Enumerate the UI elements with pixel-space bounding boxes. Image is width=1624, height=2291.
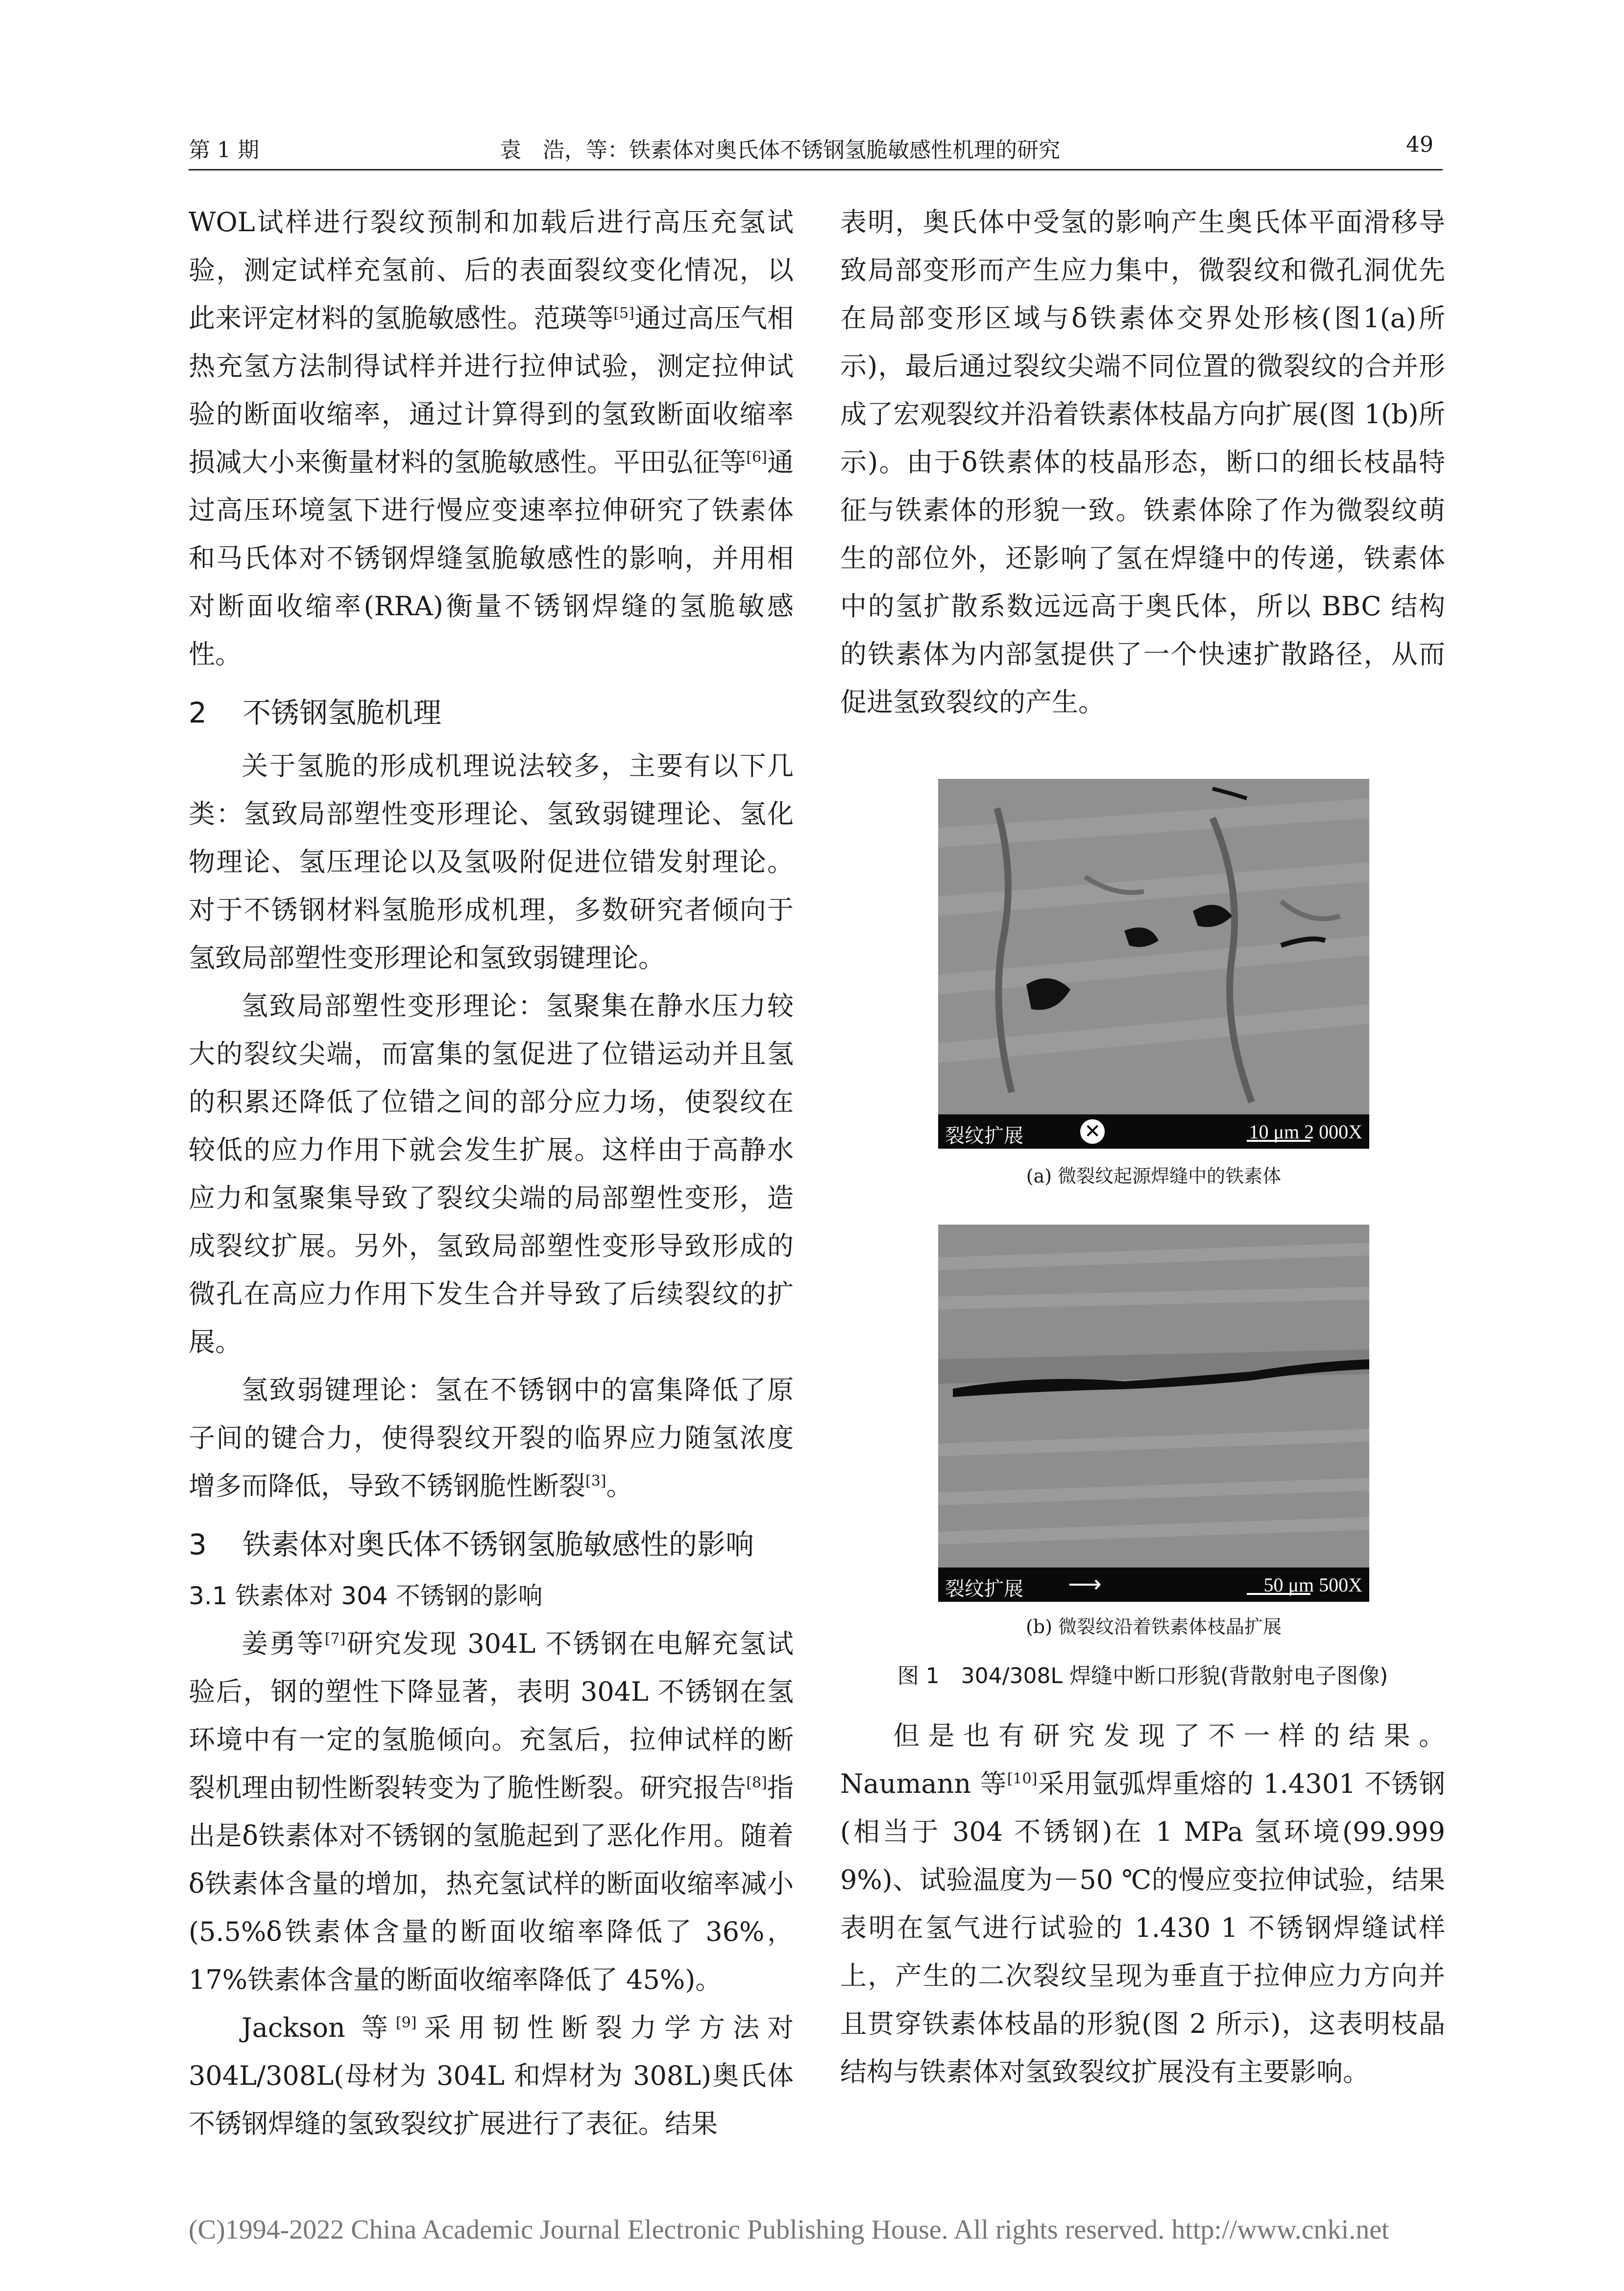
- arrow-right-icon: ⟶: [1068, 1570, 1102, 1598]
- citation[interactable]: [3]: [585, 1472, 606, 1490]
- paragraph: WOL试样进行裂纹预制和加载后进行高压充氢试验，测定试样充氢前、后的表面裂纹变化情况，以此来评定材料的氢脆敏感性。范瑛等[5]通过高压气相热充氢方法制得试样并进行拉伸试验，测定拉伸试验的断面收缩率，通过计算得到的氢致断面收缩率损减大小来衡量材料的氢脆敏感性。平田弘征等[6]通过高压环境氢下进行慢应变速率拉伸研究了铁素体和马氏体对不锈钢焊缝氢脆敏感性的影响，并用相对断面收缩率(RRA)衡量不锈钢焊缝的氢脆敏感性。: [189, 207, 794, 670]
- scale-bar: 裂纹扩展 ✕ 10 μm 2 000X: [938, 1114, 1369, 1149]
- citation[interactable]: [9]: [395, 2014, 417, 2031]
- figure-1a-caption: (a) 微裂纹起源焊缝中的铁素体: [1026, 1165, 1282, 1187]
- figure-1a-micrograph: [938, 779, 1369, 1149]
- citation[interactable]: [8]: [746, 1774, 767, 1791]
- copyright-footer: (C)1994-2022 China Academic Journal Electronic Publishing House. All rights reserved. http://www.cnki.net: [189, 2215, 1389, 2245]
- paragraph: Jackson 等[9]采用韧性断裂力学方法对304L/308L(母材为 304L 和焊材为 308L)奥氏体不锈钢焊缝的氢致裂纹扩展进行了表征。结果: [189, 2012, 794, 2139]
- figure-1b-caption: (b) 微裂纹沿着铁素体枝晶扩展: [1025, 1616, 1282, 1638]
- paragraph: 表明，奥氏体中受氢的影响产生奥氏体平面滑移导致局部变形而产生应力集中，微裂纹和微孔洞优先在局部变形区域与δ铁素体交界处形核(图1(a)所示)，最后通过裂纹尖端不同位置的微裂纹的合并形成了宏观裂纹并沿着铁素体枝晶方向扩展(图 1(b)所示)。由于δ铁素体的枝晶形态，断口的细长枝晶特征与铁素体的形貌一致。铁素体除了作为微裂纹萌生的部位外，还影响了氢在焊缝中的传递，铁素体中的氢扩散系数远远高于奥氏体，所以 BBC 结构的铁素体为内部氢提供了一个快速扩散路径，从而促进氢致裂纹的产生。: [840, 207, 1445, 718]
- citation[interactable]: [5]: [613, 305, 634, 322]
- citation[interactable]: [7]: [324, 1630, 346, 1647]
- figure-1-caption: 图 1 304/308L 焊缝中断口形貌(背散射电子图像): [897, 1664, 1388, 1688]
- journal-issue: 第 1 期: [189, 138, 259, 163]
- micrograph-image: [938, 779, 1369, 1114]
- right-column: [840, 198, 1445, 726]
- left-column: [189, 198, 794, 2148]
- figure-1b-micrograph: [938, 1225, 1369, 1602]
- paragraph: 姜勇等[7]研究发现 304L 不锈钢在电解充氢试验后，钢的塑性下降显著，表明 304L 不锈钢在氢环境中有一定的氢脆倾向。充氢后，拉伸试样的断裂机理由韧性断裂转变为了脆性断裂。研究报告[8]指出是δ铁素体对不锈钢的氢脆起到了恶化作用。随着δ铁素体含量的增加，热充氢试样的断面收缩率减小(5.5%δ铁素体含量的断面收缩率降低了 36%，17%铁素体含量的断面收缩率降低了 45%)。: [189, 1628, 794, 1995]
- page-number: 49: [1406, 132, 1433, 157]
- paragraph: 氢致弱键理论：氢在不锈钢中的富集降低了原子间的键合力，使得裂纹开裂的临界应力随氢浓度增多而降低，导致不锈钢脆性断裂[3]。: [189, 1375, 794, 1501]
- paragraph: 关于氢脆的形成机理说法较多，主要有以下几类：氢致局部塑性变形理论、氢致弱键理论、氢化物理论、氢压理论以及氢吸附促进位错发射理论。对于不锈钢材料氢脆形成机理，多数研究者倾向于氢致局部塑性变形理论和氢致弱键理论。: [189, 750, 794, 973]
- crack-direction-icon: ✕: [1080, 1119, 1105, 1144]
- paragraph: 氢致局部塑性变形理论：氢聚集在静水压力较大的裂纹尖端，而富集的氢促进了位错运动并且氢的积累还降低了位错之间的部分应力场，使裂纹在较低的应力作用下就会发生扩展。这样由于高静水应力和氢聚集导致了裂纹尖端的局部塑性变形，造成裂纹扩展。另外，氢致局部塑性变形导致形成的微孔在高应力作用下发生合并导致了后续裂纹的扩展。: [189, 990, 794, 1357]
- paragraph: 但是也有研究发现了不一样的结果。Naumann 等[10]采用氩弧焊重熔的 1.4301 不锈钢(相当于 304 不锈钢)在 1 MPa 氢环境(99.999 9%)、试验温度为－50 ℃的慢应变拉伸试验，结果表明在氢气进行试验的 1.430 1 不锈钢焊缝试样上，产生的二次裂纹呈现为垂直于拉伸应力方向并且贯穿铁素体枝晶的形貌(图 2 所示)，这表明枝晶结构与铁素体对氢致裂纹扩展没有主要影响。: [840, 1720, 1445, 2087]
- micrograph-image: [938, 1225, 1369, 1568]
- running-title: 袁 浩，等：铁素体对奥氏体不锈钢氢脆敏感性机理的研究: [500, 138, 1060, 163]
- citation[interactable]: [6]: [746, 449, 767, 466]
- section-heading-2: 2 不锈钢氢脆机理: [189, 696, 442, 729]
- scale-bar: 裂纹扩展 ⟶ 50 μm 500X: [938, 1568, 1369, 1602]
- header-rule: [189, 169, 1443, 170]
- subsection-heading-3-1: 3.1 铁素体对 304 不锈钢的影响: [189, 1582, 543, 1610]
- right-column-lower: [840, 1712, 1445, 2096]
- citation[interactable]: [10]: [1007, 1770, 1038, 1787]
- section-heading-3: 3 铁素体对奥氏体不锈钢氢脆敏感性的影响: [189, 1528, 754, 1561]
